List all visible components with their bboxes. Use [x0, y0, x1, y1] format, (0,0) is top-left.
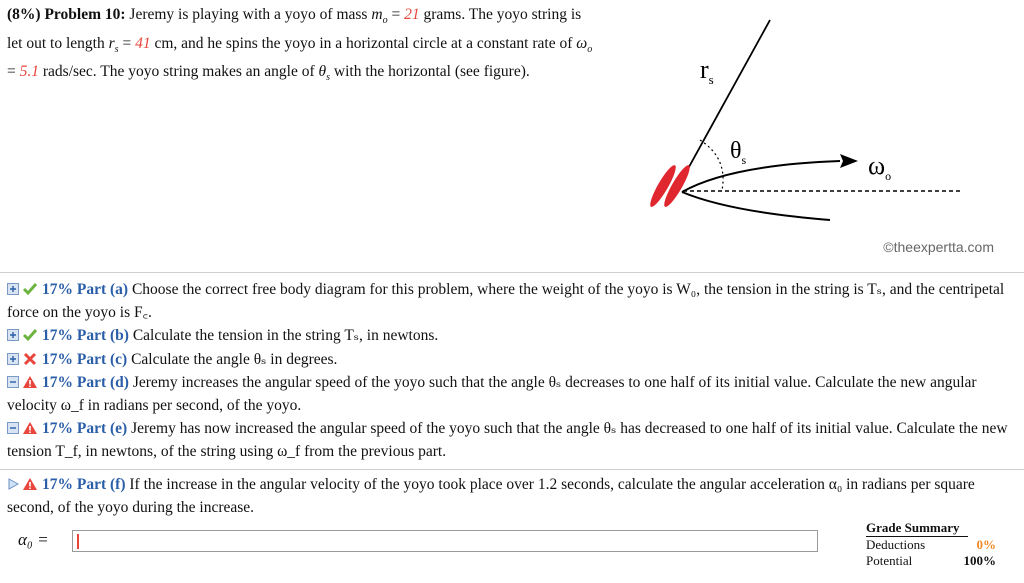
- circle-path-upper: [682, 161, 840, 192]
- potential-row: [866, 553, 996, 569]
- omega-label: $\omega_o$: [868, 151, 892, 183]
- part-f: [7, 473, 1012, 519]
- potential-value: 100%: [963, 553, 996, 568]
- theta-symbol: $\theta_s$: [318, 63, 331, 84]
- grade-summary: [866, 520, 996, 569]
- expand-icon: [7, 353, 19, 365]
- length-symbol: $r_s$: [108, 34, 119, 55]
- omega-symbol: $\omega_o$: [576, 34, 593, 55]
- problem-text-2: grams. The yoyo string is let out to length: [7, 6, 582, 52]
- eq-sign: =: [7, 63, 16, 81]
- potential-label: Potential: [866, 553, 913, 568]
- part-b[interactable]: [7, 324, 1012, 347]
- circle-path-lower: [682, 192, 830, 220]
- eq-sign: =: [122, 34, 132, 52]
- answer-input[interactable]: [72, 530, 818, 552]
- part-c[interactable]: [7, 348, 1012, 371]
- warning-icon: [22, 375, 38, 389]
- collapse-icon: [7, 376, 19, 388]
- part-text: Choose the correct free body diagram for this problem, where the weight of the yoyo is W₀, the tension in the string is Tₛ, and the centripetal force on the yoyo is F꜀.: [7, 281, 1005, 322]
- part-label: 17% Part (d): [42, 373, 129, 391]
- length-value: 41: [135, 34, 151, 52]
- eq-sign: =: [391, 6, 401, 23]
- divider: [0, 272, 1024, 273]
- part-label: 17% Part (e): [42, 420, 128, 438]
- copyright-text: ©theexpertta.com: [883, 239, 994, 255]
- deductions-label: Deductions: [866, 537, 926, 552]
- part-a[interactable]: [7, 278, 1012, 324]
- part-text: Jeremy has now increased the angular speed of the yoyo such that the angle θₛ has decreased to one half of its initial value. Calculate the new tension T_f, in newtons, of the string using ω_f from the previous part.: [7, 420, 1008, 461]
- cross-icon: [22, 352, 38, 366]
- problem-text-1: Jeremy is playing with a yoyo of mass: [129, 6, 368, 23]
- part-label: 17% Part (a): [42, 281, 129, 298]
- part-text: Calculate the angle θₛ in degrees.: [131, 350, 338, 368]
- text-caret: [77, 534, 79, 549]
- expand-icon: [7, 283, 19, 295]
- deductions-value: 0%: [976, 537, 996, 552]
- play-icon: [7, 478, 19, 490]
- parts-list: [7, 278, 1012, 464]
- divider: [0, 469, 1024, 470]
- r-label: $r_s$: [700, 55, 714, 87]
- collapse-icon: [7, 422, 19, 434]
- part-label: 17% Part (b): [42, 327, 129, 345]
- part-label: 17% Part (c): [42, 350, 128, 368]
- part-text: Calculate the tension in the string Tₛ, in newtons.: [132, 327, 439, 345]
- part-d[interactable]: [7, 371, 1012, 417]
- omega-value: 5.1: [19, 63, 39, 81]
- part-text: Jeremy increases the angular speed of the yoyo such that the angle θₛ decreases to one half of its initial value. Calculate the new angular velocity ω_f in radians per second, of the yoyo.: [7, 373, 977, 415]
- arrow-head-icon: [840, 154, 858, 168]
- problem-text-3: cm, and he spins the yoyo in a horizontal circle at a constant rate of: [154, 34, 573, 52]
- problem-text-4: rads/sec. The yoyo string makes an angle of: [42, 63, 315, 81]
- part-text: If the increase in the angular velocity of the yoyo took place over 1.2 seconds, calculate the angular acceleration α₀ in radians per square second, of the yoyo during the increase.: [7, 476, 975, 517]
- problem-header: (8%) Problem 10:: [7, 6, 126, 23]
- warning-icon: [22, 421, 38, 435]
- deductions-row: [866, 537, 996, 553]
- problem-statement: [7, 4, 597, 90]
- problem-text-5: with the horizontal (see figure).: [333, 63, 530, 81]
- mass-value: 21: [404, 6, 420, 23]
- part-label: 17% Part (f): [42, 476, 126, 493]
- mass-symbol: $m_o$: [371, 6, 388, 27]
- warning-icon: [22, 477, 38, 491]
- expand-icon: [7, 329, 19, 341]
- grade-title: Grade Summary: [866, 520, 968, 537]
- check-icon: [22, 282, 38, 296]
- theta-label: $\theta_s$: [730, 138, 747, 167]
- check-icon: [22, 328, 38, 342]
- yoyo-figure: [600, 0, 1024, 270]
- answer-label: α₀ =: [18, 530, 49, 549]
- part-e[interactable]: [7, 417, 1012, 463]
